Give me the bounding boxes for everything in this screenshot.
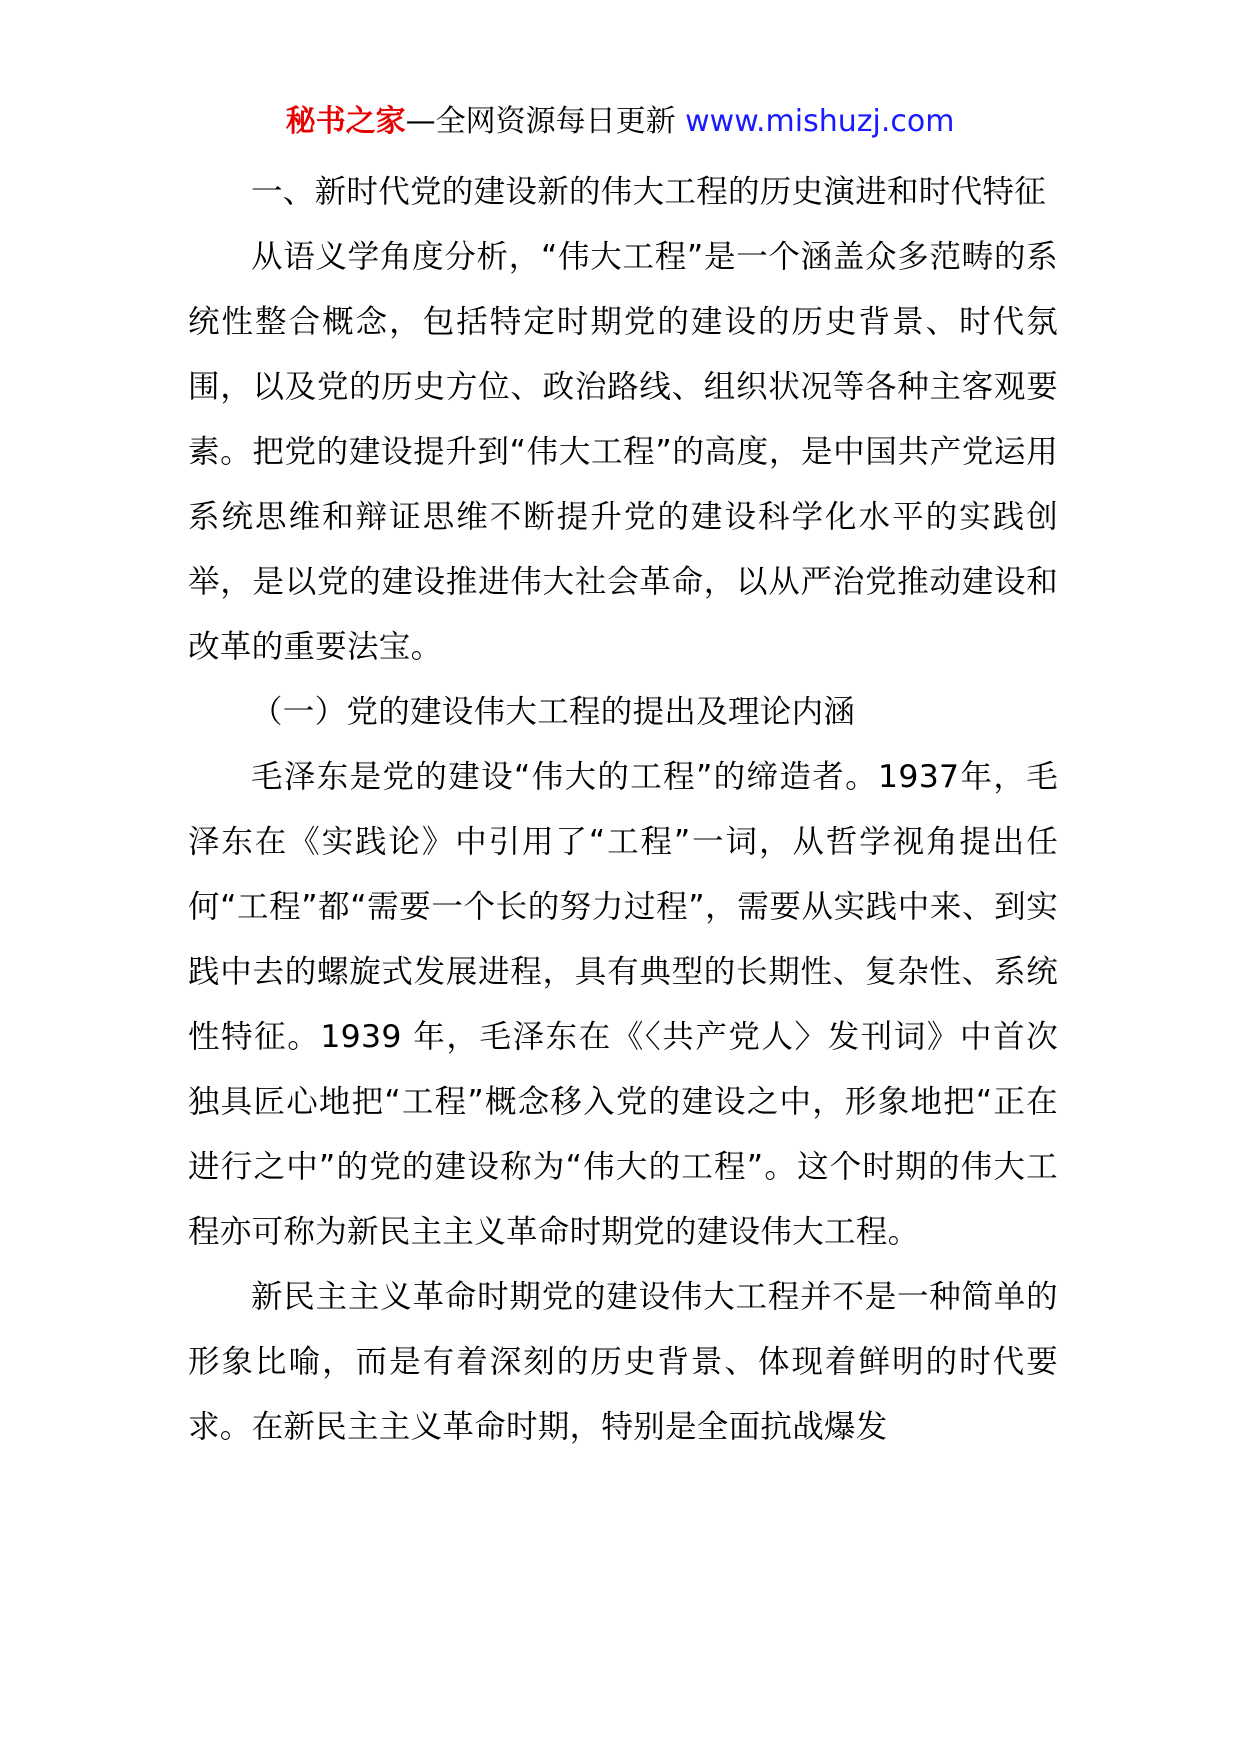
body-paragraph: 毛泽东是党的建设“伟大的工程”的缔造者。1937年，毛泽东在《实践论》中引用了“工程”一词，从哲学视角提出任何“工程”都“需要一个长的努力过程”，需要从实践中来、到实践中去的螺旋式发展进程，具有典型的长期性、复杂性、系统性特征。1939 年，毛泽东在《〈共产党人〉发刊词》中首次独具匠心地把“工程”概念移入党的建设之中，形象地把“正在进行之中”的党的建设称为“伟大的工程”。这个时期的伟大工程亦可称为新民主主义革命时期党的建设伟大工程。 xyxy=(188,759,1058,1250)
website-link[interactable]: www.mishuzj.com xyxy=(685,104,955,139)
body-paragraph: 新民主主义革命时期党的建设伟大工程并不是一种简单的形象比喻，而是有着深刻的历史背景、体现着鲜明的时代要求。在新民主主义革命时期，特别是全面抗战爆发 xyxy=(188,1279,1058,1445)
brand-name: 秘书之家 xyxy=(285,104,406,139)
header-slogan: —全网资源每日更新 xyxy=(405,104,676,139)
subsection-heading: （一）党的建设伟大工程的提出及理论内涵 xyxy=(251,694,856,730)
page-header xyxy=(0,100,1240,144)
section-heading: 一、新时代党的建设新的伟大工程的历史演进和时代特征 xyxy=(251,174,1047,210)
body-paragraph: 从语义学角度分析，“伟大工程”是一个涵盖众多范畴的系统性整合概念，包括特定时期党的建设的历史背景、时代氛围，以及党的历史方位、政治路线、组织状况等各种主客观要素。把党的建设提升到“伟大工程”的高度，是中国共产党运用系统思维和辩证思维不断提升党的建设科学化水平的实践创举，是以党的建设推进伟大社会革命，以从严治党推动建设和改革的重要法宝。 xyxy=(188,239,1058,665)
document-body xyxy=(188,160,1058,1460)
